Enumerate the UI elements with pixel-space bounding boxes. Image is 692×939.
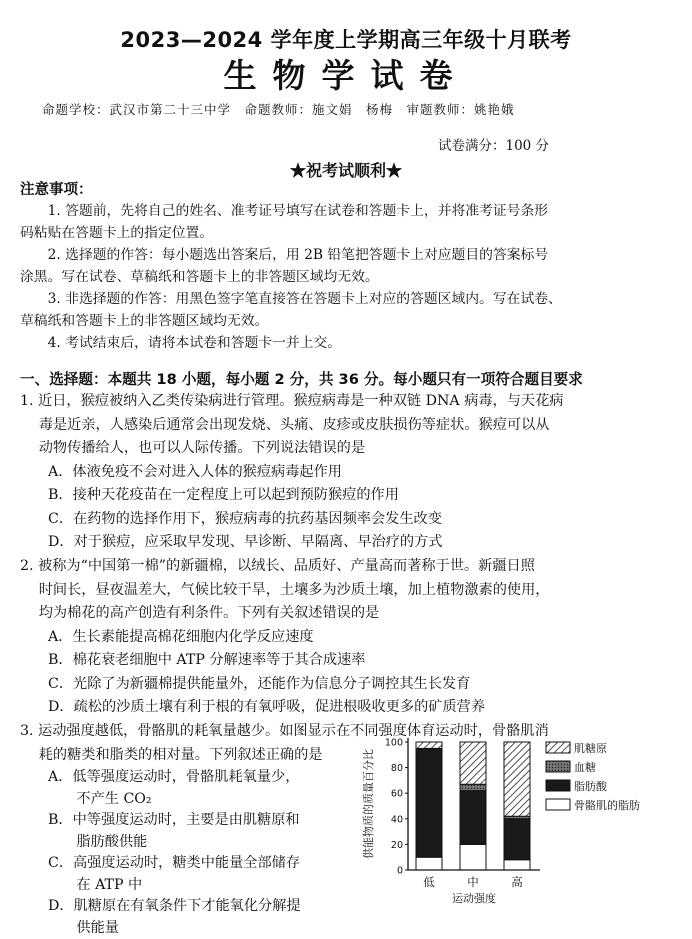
option-c: C．光除了为新疆棉提供能量外，还能作为信息分子调控其生长发育: [48, 673, 549, 697]
energy-source-chart: [350, 730, 685, 910]
x-tick-label: 低: [423, 875, 435, 889]
bar-segment: [416, 857, 442, 870]
question-2: [20, 555, 549, 720]
y-tick-label: 60: [391, 789, 403, 800]
section-heading: 一、选择题：本题共 18 小题，每小题 2 分，共 36 分。每小题只有一项符合题目要求: [20, 368, 583, 389]
option-b: B．接种天花疫苗在一定程度上可以起到预防猴痘的作用: [48, 484, 563, 508]
question-stem-line: 耗的糖类和脂类的相对量。下列叙述正确的是: [20, 744, 549, 768]
bar-segment: [460, 784, 486, 790]
good-luck-banner: ★祝考试顺利★: [0, 158, 692, 181]
option-a: A．低等强度运动时，骨骼肌耗氧量少，: [48, 767, 301, 789]
option-a: A．体液免疫不会对进入人体的猴痘病毒起作用: [48, 461, 563, 485]
option-c-cont: 在 ATP 中: [48, 875, 301, 897]
y-tick-label: 20: [391, 840, 403, 851]
chart-legend: [546, 741, 640, 812]
notes-title: 注意事项：: [20, 178, 93, 199]
bar-segment: [460, 844, 486, 870]
bar-segment: [460, 742, 486, 784]
notes-line: 码粘贴在答题卡上的指定位置。: [20, 222, 562, 244]
legend-swatch: [546, 780, 570, 791]
option-b: B．棉花衰老细胞中 ATP 分解速率等于其合成速率: [48, 649, 549, 673]
legend-label: 骨骼肌的脂肪: [574, 798, 640, 812]
option-b-cont: 脂肪酸供能: [48, 832, 301, 854]
notes-line: 1. 答题前，先将自己的姓名、准考证号填写在试卷和答题卡上，并将准考证号条形: [20, 200, 562, 222]
question-stem-line: 2. 被称为“中国第一棉”的新疆棉，以绒长、品质好、产量高而著称于世。新疆日照: [20, 555, 549, 579]
option-d: D．肌糖原在有氧条件下才能氧化分解提: [48, 896, 301, 918]
option-a: A．生长素能提高棉花细胞内化学反应速度: [48, 626, 549, 650]
option-b: B．中等强度运动时，主要是由肌糖原和: [48, 810, 301, 832]
option-c: C．高强度运动时，糖类中能量全部储存: [48, 853, 301, 875]
legend-label: 肌糖原: [574, 741, 607, 755]
full-score: 试卷满分：100 分: [438, 134, 549, 154]
x-tick-label: 高: [511, 875, 523, 889]
question-3-options: [48, 767, 301, 939]
bar-segment: [416, 748, 442, 857]
notes-line: 涂黑。写在试卷、草稿纸和答题卡上的非答题区域均无效。: [20, 266, 562, 288]
notes-line: 4. 考试结束后，请将本试卷和答题卡一并上交。: [20, 332, 562, 354]
x-tick-label: 中: [467, 875, 479, 889]
legend-label: 脂肪酸: [574, 779, 608, 793]
notes-line: 草稿纸和答题卡上的非答题区域均无效。: [20, 310, 562, 332]
y-tick-label: 100: [385, 738, 403, 749]
bar-segment: [460, 791, 486, 845]
legend-swatch: [546, 742, 570, 753]
y-tick-label: 80: [391, 763, 403, 774]
legend-swatch: [546, 761, 570, 772]
legend-swatch: [546, 799, 570, 810]
option-c: C．在药物的选择作用下，猴痘病毒的抗药基因频率会发生改变: [48, 508, 563, 532]
question-stem-line: 1. 近日，猴痘被纳入乙类传染病进行管理。猴痘病毒是一种双链 DNA 病毒，与天花病: [20, 390, 563, 414]
bar-segment: [504, 860, 530, 870]
exam-title: 2023—2024 学年度上学期高三年级十月联考: [0, 24, 692, 54]
option-a-cont: 不产生 CO₂: [48, 789, 301, 811]
question-1: [20, 390, 563, 555]
bar-segment: [504, 819, 530, 860]
exam-subject-title: 生物学试卷: [0, 50, 692, 97]
y-tick-label: 40: [391, 814, 403, 825]
legend-label: 血糖: [574, 760, 596, 774]
bar-segment: [416, 742, 442, 748]
bar-group: [416, 742, 530, 870]
y-tick-label: 0: [397, 866, 403, 877]
x-axis-title: 运动强度: [452, 891, 496, 905]
option-d-cont: 供能量: [48, 918, 301, 939]
question-stem-line: 均为棉花的高产创造有利条件。下列有关叙述错误的是: [20, 602, 549, 626]
option-d: D．疏松的沙质土壤有利于根的有氧呼吸，促进根吸收更多的矿质营养: [48, 696, 549, 720]
x-axis-labels: [423, 875, 523, 889]
question-stem-line: 时间长，昼夜温差大，气候比较干旱，土壤多为沙质土壤，加上植物激素的使用，: [20, 579, 549, 603]
question-stem-line: 3. 运动强度越低，骨骼肌的耗氧量越少。如图显示在不同强度体育运动时，骨骼肌消: [20, 720, 549, 744]
y-axis-title: 供能物质的质量百分比: [361, 749, 375, 859]
question-stem-line: 动物传播给人，也可以人际传播。下列说法错误的是: [20, 437, 563, 461]
notes-line: 2. 选择题的作答：每小题选出答案后，用 2B 铅笔把答题卡上对应题目的答案标号: [20, 244, 562, 266]
bar-segment: [504, 742, 530, 816]
exam-authors: 命题学校：武汉市第二十三中学 命题教师：施文娟 杨梅 审题教师：姚艳娥: [42, 100, 515, 118]
notes-block: [20, 200, 562, 354]
notes-line: 3. 非选择题的作答：用黑色签字笔直接答在答题卡上对应的答题区域内。写在试卷、: [20, 288, 562, 310]
option-d: D．对于猴痘，应采取早发现、早诊断、早隔离、早治疗的方式: [48, 531, 563, 555]
question-stem-line: 毒是近亲，人感染后通常会出现发烧、头痛、皮疹或皮肤损伤等症状。猴痘可以从: [20, 414, 563, 438]
y-axis-ticks: [385, 738, 408, 877]
